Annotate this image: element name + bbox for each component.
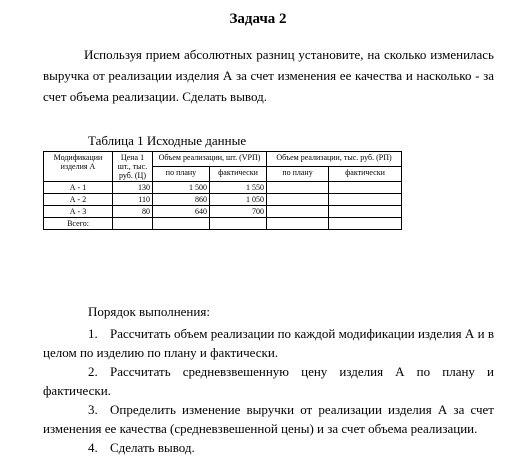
- procedure-step: [43, 362, 494, 400]
- row-revenue-plan: [267, 182, 329, 194]
- row-name: А - 3: [44, 206, 113, 218]
- task-title: Задача 2: [229, 11, 287, 27]
- step-number: 1.: [88, 326, 98, 341]
- row-volume-fact: 1 050: [210, 194, 267, 206]
- header-volume: Объем реализации, шт. (VРП): [153, 152, 267, 167]
- step-text: Определить изменение выручки от реализации изделия А за счет изменения ее качества (средневзвешенной цены) и за счет объема реализации.: [43, 402, 494, 436]
- task-description: Используя прием абсолютных разниц установите, на сколько изменилась выручка от реализации изделия А за счет изменения ее качества и насколько - за счет объема реализации. Сделать вывод.: [43, 47, 494, 104]
- total-label: Всего:: [44, 218, 113, 230]
- table-caption: Таблица 1 Исходные данные: [88, 133, 247, 148]
- row-volume-fact: 700: [210, 206, 267, 218]
- step-text: Рассчитать средневзвешенную цену изделия А по плану и фактически.: [43, 364, 494, 398]
- header-volume-fact: фактически: [210, 167, 267, 182]
- procedure-heading: Порядок выполнения:: [88, 304, 210, 319]
- header-modification: Модификации изделия А: [44, 152, 113, 182]
- row-name: А - 1: [44, 182, 113, 194]
- table-row: [44, 206, 402, 218]
- row-volume-plan: 640: [153, 206, 210, 218]
- row-revenue-fact: [329, 206, 402, 218]
- row-volume-plan: 1 500: [153, 182, 210, 194]
- step-number: 2.: [88, 364, 98, 379]
- total-price: [113, 218, 153, 230]
- header-revenue: Объем реализации, тыс. руб. (РП): [267, 152, 402, 167]
- source-data-table: [43, 151, 402, 230]
- row-price: 110: [113, 194, 153, 206]
- table-header-row: [44, 152, 402, 167]
- total-revenue-plan: [267, 218, 329, 230]
- header-volume-plan: по плану: [153, 167, 210, 182]
- row-name: А - 2: [44, 194, 113, 206]
- header-revenue-fact: фактически: [329, 167, 402, 182]
- step-number: 4.: [88, 440, 98, 455]
- header-revenue-plan: по плану: [267, 167, 329, 182]
- row-price: 130: [113, 182, 153, 194]
- table-row: [44, 194, 402, 206]
- step-number: 3.: [88, 402, 98, 417]
- procedure-steps: [43, 324, 494, 457]
- procedure-step: [43, 400, 494, 438]
- row-revenue-fact: [329, 182, 402, 194]
- step-text: Сделать вывод.: [110, 440, 195, 455]
- table-total-row: [44, 218, 402, 230]
- step-text: Рассчитать объем реализации по каждой модификации изделия А и в целом по изделию по плану и фактически.: [43, 326, 494, 360]
- row-price: 80: [113, 206, 153, 218]
- procedure-step: [43, 438, 494, 457]
- row-volume-plan: 860: [153, 194, 210, 206]
- table-row: [44, 182, 402, 194]
- row-volume-fact: 1 550: [210, 182, 267, 194]
- row-revenue-plan: [267, 206, 329, 218]
- row-revenue-fact: [329, 194, 402, 206]
- total-volume-fact: [210, 218, 267, 230]
- total-revenue-fact: [329, 218, 402, 230]
- header-price: Цена 1 шт., тыс. руб. (Ц): [113, 152, 153, 182]
- row-revenue-plan: [267, 194, 329, 206]
- procedure-step: [43, 324, 494, 362]
- total-volume-plan: [153, 218, 210, 230]
